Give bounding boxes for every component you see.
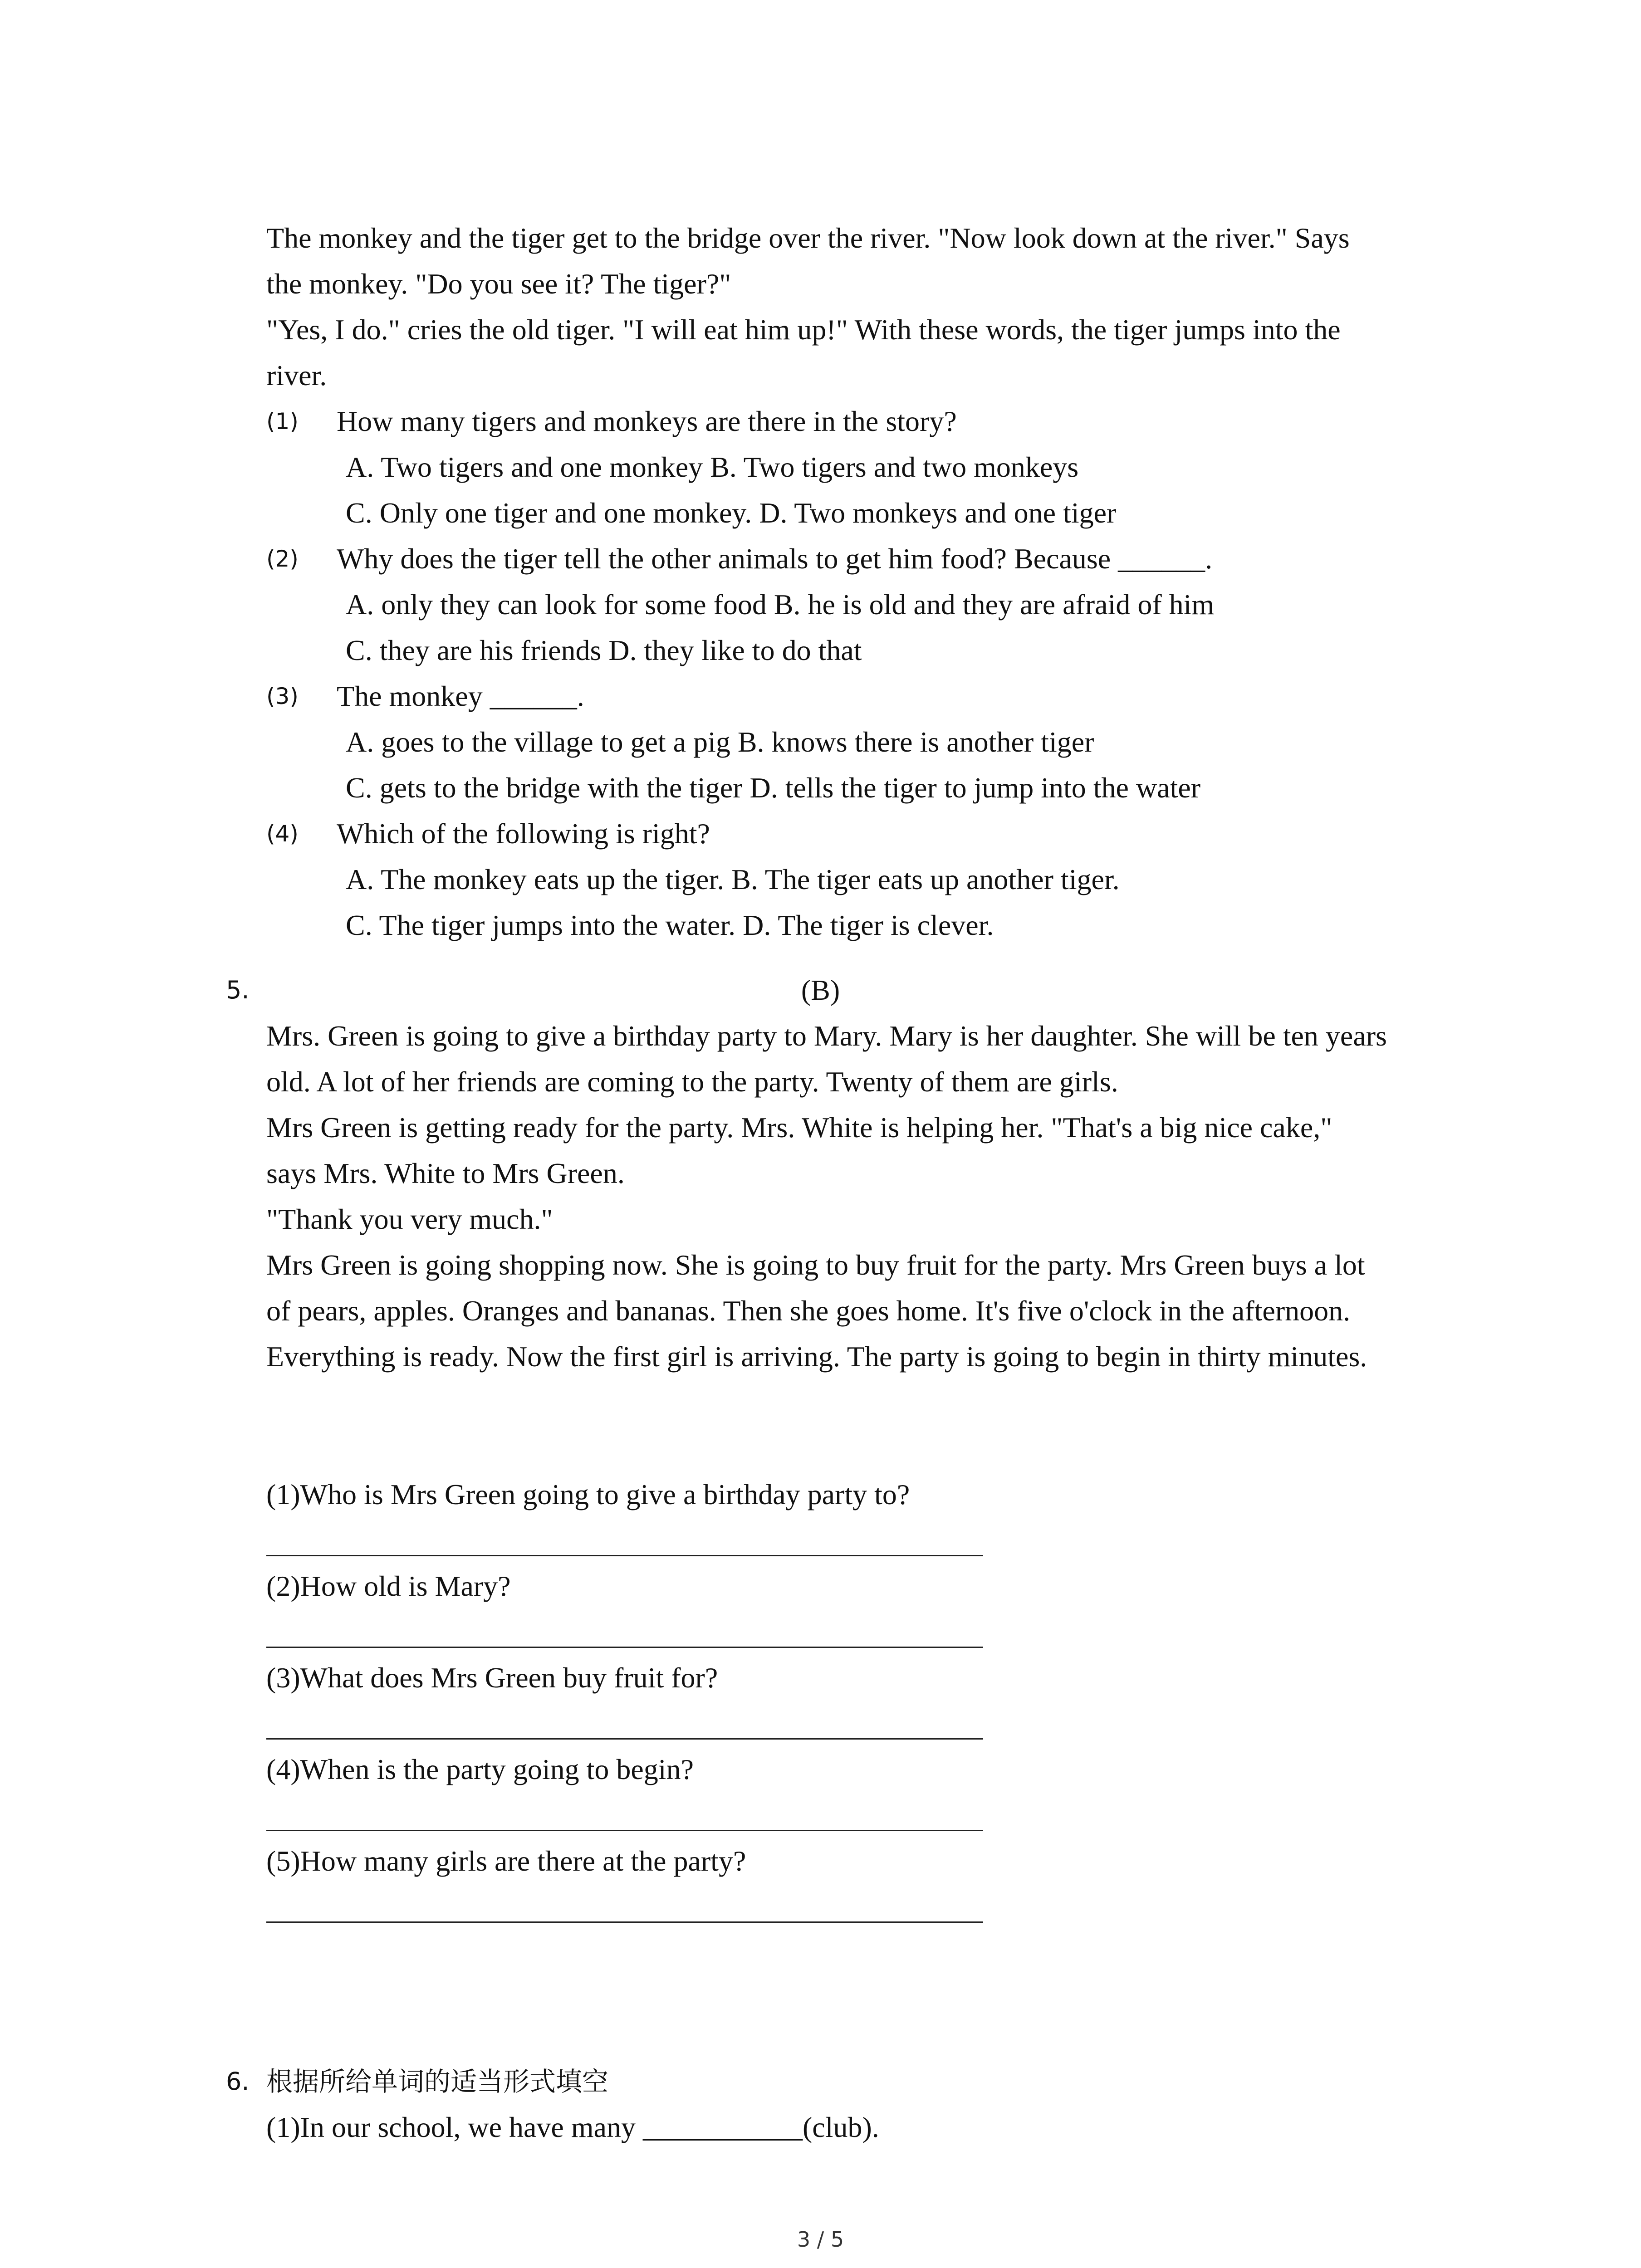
short-answer-question: (4)When is the party going to begin? bbox=[266, 1753, 694, 1785]
question-options: C. The tiger jumps into the water. D. The tiger is clever. bbox=[346, 909, 994, 941]
passage-line: Mrs Green is going shopping now. She is going to buy fruit for the party. Mrs Green buys a lot bbox=[266, 1249, 1365, 1281]
question-number: (4) bbox=[266, 821, 299, 847]
passage-line: Mrs Green is getting ready for the party. Mrs. White is helping her. "That's a big nice cake," bbox=[266, 1111, 1332, 1144]
passage-line: river. bbox=[266, 359, 327, 391]
passage-line: says Mrs. White to Mrs Green. bbox=[266, 1157, 625, 1189]
answer-blank-line[interactable] bbox=[266, 1921, 983, 1923]
question-options: C. gets to the bridge with the tiger D. tells the tiger to jump into the water bbox=[346, 772, 1201, 804]
question-options: A. Two tigers and one monkey B. Two tigers and two monkeys bbox=[346, 451, 1079, 483]
section-label: (B) bbox=[801, 974, 840, 1006]
question-number: (3) bbox=[266, 683, 299, 709]
passage-line: Mrs. Green is going to give a birthday party to Mary. Mary is her daughter. She will be ten years bbox=[266, 1020, 1387, 1052]
question-text: The monkey ______. bbox=[337, 680, 584, 712]
answer-blank-line[interactable] bbox=[266, 1830, 983, 1831]
question-text: How many tigers and monkeys are there in the story? bbox=[337, 405, 957, 437]
passage-line: Everything is ready. Now the first girl is arriving. The party is going to begin in thirty minutes. bbox=[266, 1340, 1367, 1373]
passage-line: of pears, apples. Oranges and bananas. Then she goes home. It's five o'clock in the afternoon. bbox=[266, 1295, 1351, 1327]
section-number: 5. bbox=[226, 976, 250, 1004]
passage-line: old. A lot of her friends are coming to the party. Twenty of them are girls. bbox=[266, 1066, 1118, 1098]
question-options: C. they are his friends D. they like to do that bbox=[346, 634, 862, 666]
passage-line: The monkey and the tiger get to the bridge over the river. "Now look down at the river." Says bbox=[266, 222, 1350, 254]
short-answer-question: (3)What does Mrs Green buy fruit for? bbox=[266, 1662, 718, 1694]
question-text: Why does the tiger tell the other animals to get him food? Because ______. bbox=[337, 543, 1213, 575]
passage-line: the monkey. "Do you see it? The tiger?" bbox=[266, 268, 731, 300]
answer-blank-line[interactable] bbox=[266, 1738, 983, 1740]
section-number: 6. bbox=[226, 2067, 250, 2096]
section-title: 根据所给单词的适当形式填空 bbox=[266, 2066, 609, 2097]
question-number: (1) bbox=[266, 408, 299, 435]
answer-blank-line[interactable] bbox=[266, 1555, 983, 1556]
question-options: A. only they can look for some food B. he is old and they are afraid of him bbox=[346, 588, 1215, 621]
short-answer-question: (2)How old is Mary? bbox=[266, 1570, 511, 1602]
question-options: A. goes to the village to get a pig B. knows there is another tiger bbox=[346, 726, 1094, 758]
answer-blank-line[interactable] bbox=[266, 1647, 983, 1648]
short-answer-question: (1)Who is Mrs Green going to give a birthday party to? bbox=[266, 1478, 910, 1510]
fill-blank-item: (1)In our school, we have many ___________(club). bbox=[266, 2111, 879, 2143]
question-options: C. Only one tiger and one monkey. D. Two monkeys and one tiger bbox=[346, 497, 1117, 529]
question-number: (2) bbox=[266, 546, 299, 572]
short-answer-question: (5)How many girls are there at the party? bbox=[266, 1845, 746, 1877]
question-text: Which of the following is right? bbox=[337, 817, 710, 850]
question-options: A. The monkey eats up the tiger. B. The tiger eats up another tiger. bbox=[346, 863, 1120, 895]
passage-line: "Yes, I do." cries the old tiger. "I will eat him up!" With these words, the tiger jumps into the bbox=[266, 313, 1341, 346]
page-indicator: 3 / 5 bbox=[797, 2227, 844, 2252]
passage-line: "Thank you very much." bbox=[266, 1203, 553, 1235]
